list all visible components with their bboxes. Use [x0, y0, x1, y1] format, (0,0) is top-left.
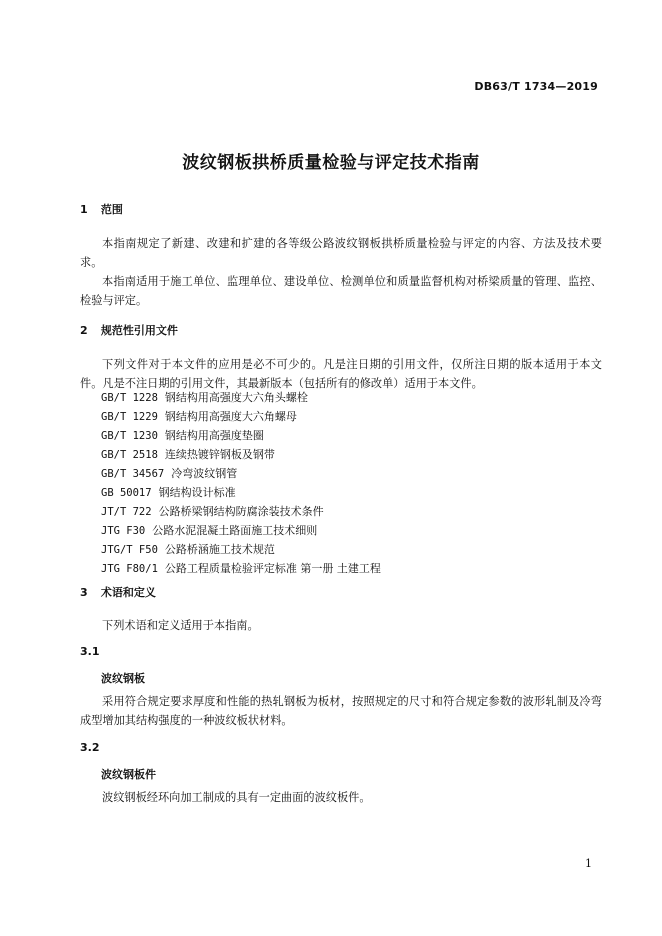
clause-number: 3.1	[80, 645, 100, 658]
reference-item	[101, 446, 275, 462]
section-heading-references	[80, 322, 178, 338]
document-title: 波纹钢板拱桥质量检验与评定技术指南	[182, 153, 480, 173]
terms-intro: 下列术语和定义适用于本指南。	[102, 619, 259, 632]
reference-code: GB/T 34567	[101, 468, 165, 480]
reference-code: JTG/T F50	[101, 544, 158, 556]
references-intro: 下列文件对于本文件的应用是必不可少的。凡是注日期的引用文件，仅所注日期的版本适用于本文件。凡是不注日期的引用文件，其最新版本（包括所有的修改单）适用于本文件。	[80, 358, 602, 390]
reference-item	[101, 408, 297, 424]
reference-title: 钢结构用高强度大六角头螺栓	[164, 391, 308, 404]
term-name: 波纹钢板	[101, 672, 145, 685]
reference-item	[101, 560, 381, 576]
term-name: 波纹钢板件	[101, 768, 156, 781]
section-number: 2	[80, 324, 88, 337]
clause-number: 3.2	[80, 741, 100, 754]
reference-item	[101, 389, 308, 405]
reference-code: JTG F80/1	[101, 563, 158, 575]
reference-title: 连续热镀锌钢板及钢带	[164, 448, 275, 461]
reference-item	[101, 427, 264, 443]
section-heading-terms	[80, 584, 156, 600]
term-definition: 波纹钢板经环向加工制成的具有一定曲面的波纹板件。	[102, 791, 371, 804]
reference-title: 钢结构用高强度大六角螺母	[164, 410, 297, 423]
reference-title: 钢结构设计标准	[158, 486, 236, 499]
reference-title: 公路工程质量检验评定标准 第一册 土建工程	[164, 562, 381, 575]
reference-item	[101, 541, 275, 557]
document-code: DB63/T 1734—2019	[474, 80, 598, 93]
reference-item	[101, 522, 317, 538]
scope-paragraph-1: 本指南规定了新建、改建和扩建的各等级公路波纹钢板拱桥质量检验与评定的内容、方法及技术要求。	[80, 237, 602, 269]
page-number: 1	[585, 857, 592, 870]
section-heading-scope	[80, 201, 123, 217]
reference-code: GB/T 1228	[101, 392, 158, 404]
reference-code: GB 50017	[101, 487, 152, 499]
section-title: 规范性引用文件	[100, 324, 178, 337]
reference-code: GB/T 1230	[101, 430, 158, 442]
reference-item	[101, 503, 324, 519]
reference-item	[101, 484, 236, 500]
reference-code: GB/T 1229	[101, 411, 158, 423]
section-title: 范围	[100, 203, 123, 216]
reference-title: 公路桥梁钢结构防腐涂装技术条件	[158, 505, 324, 518]
section-number: 1	[80, 203, 88, 216]
section-title: 术语和定义	[100, 586, 156, 599]
reference-code: JTG F30	[101, 525, 146, 537]
scope-paragraph-2: 本指南适用于施工单位、监理单位、建设单位、检测单位和质量监督机构对桥梁质量的管理、监控、检验与评定。	[80, 275, 602, 307]
reference-title: 冷弯波纹钢管	[171, 467, 238, 480]
reference-title: 公路水泥混凝土路面施工技术细则	[152, 524, 318, 537]
reference-title: 钢结构用高强度垫圈	[164, 429, 264, 442]
reference-title: 公路桥涵施工技术规范	[164, 543, 275, 556]
section-number: 3	[80, 586, 88, 599]
reference-item	[101, 465, 237, 481]
reference-code: GB/T 2518	[101, 449, 158, 461]
term-definition: 采用符合规定要求厚度和性能的热轧钢板为板材，按照规定的尺寸和符合规定参数的波形轧制及冷弯成型增加其结构强度的一种波纹板状材料。	[80, 695, 602, 727]
reference-code: JT/T 722	[101, 506, 152, 518]
